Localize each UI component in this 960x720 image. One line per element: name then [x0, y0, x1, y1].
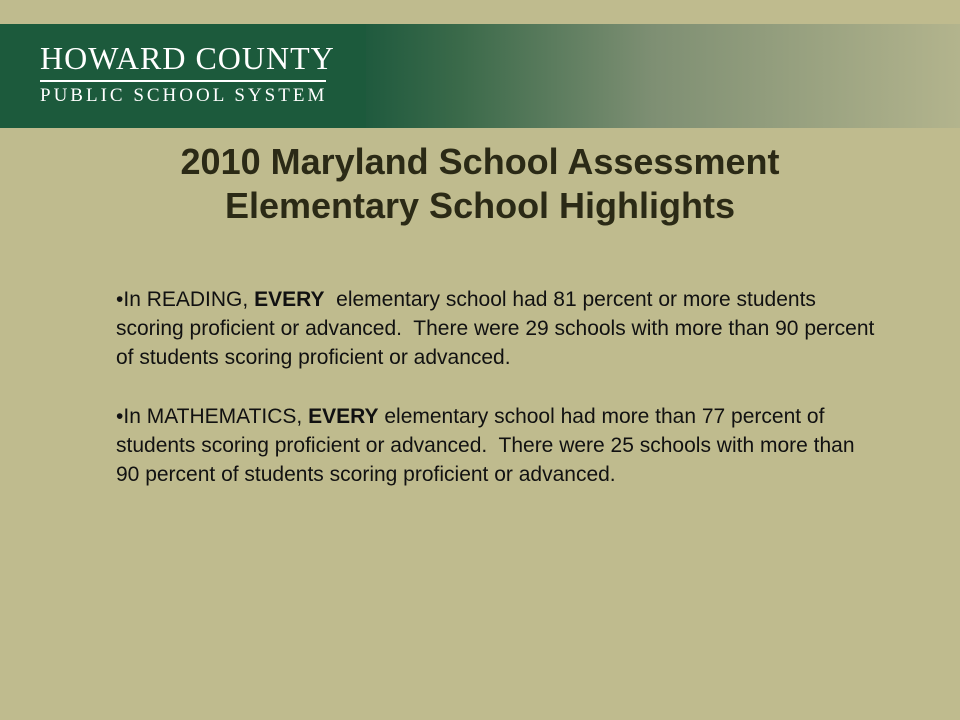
district-logo [0, 24, 366, 128]
slide-title [0, 140, 960, 228]
slide-title-line-1: 2010 Maryland School Assessment [180, 141, 780, 182]
bullet-lead: In MATHEMATICS, [123, 405, 309, 428]
bullet-emphasis: EVERY [254, 288, 325, 311]
bullet-text: elementary school had more than 77 percent of students scoring proficient or advanced. There were 25 schools with more than 90 percent of students scoring proficient or advanced. [116, 405, 861, 486]
header-band [0, 24, 960, 128]
bullet-emphasis: EVERY [308, 405, 379, 428]
bullet-lead: In READING, [123, 288, 255, 311]
bullet-marker: • [116, 288, 124, 311]
logo-line-1: HOWARD COUNTY [40, 40, 335, 76]
bullet-list [116, 285, 881, 519]
bullet-marker: • [116, 405, 124, 428]
slide-title-line-2: Elementary School Highlights [224, 185, 736, 226]
bullet-item-mathematics [116, 402, 876, 489]
bullet-item-reading [116, 285, 881, 372]
bullet-text: elementary school had 81 percent or more students scoring proficient or advanced. There were 29 schools with more than 90 percent of students scoring proficient or advanced. [116, 288, 881, 369]
logo-divider [40, 80, 326, 82]
logo-line-2: PUBLIC SCHOOL SYSTEM [40, 85, 328, 106]
